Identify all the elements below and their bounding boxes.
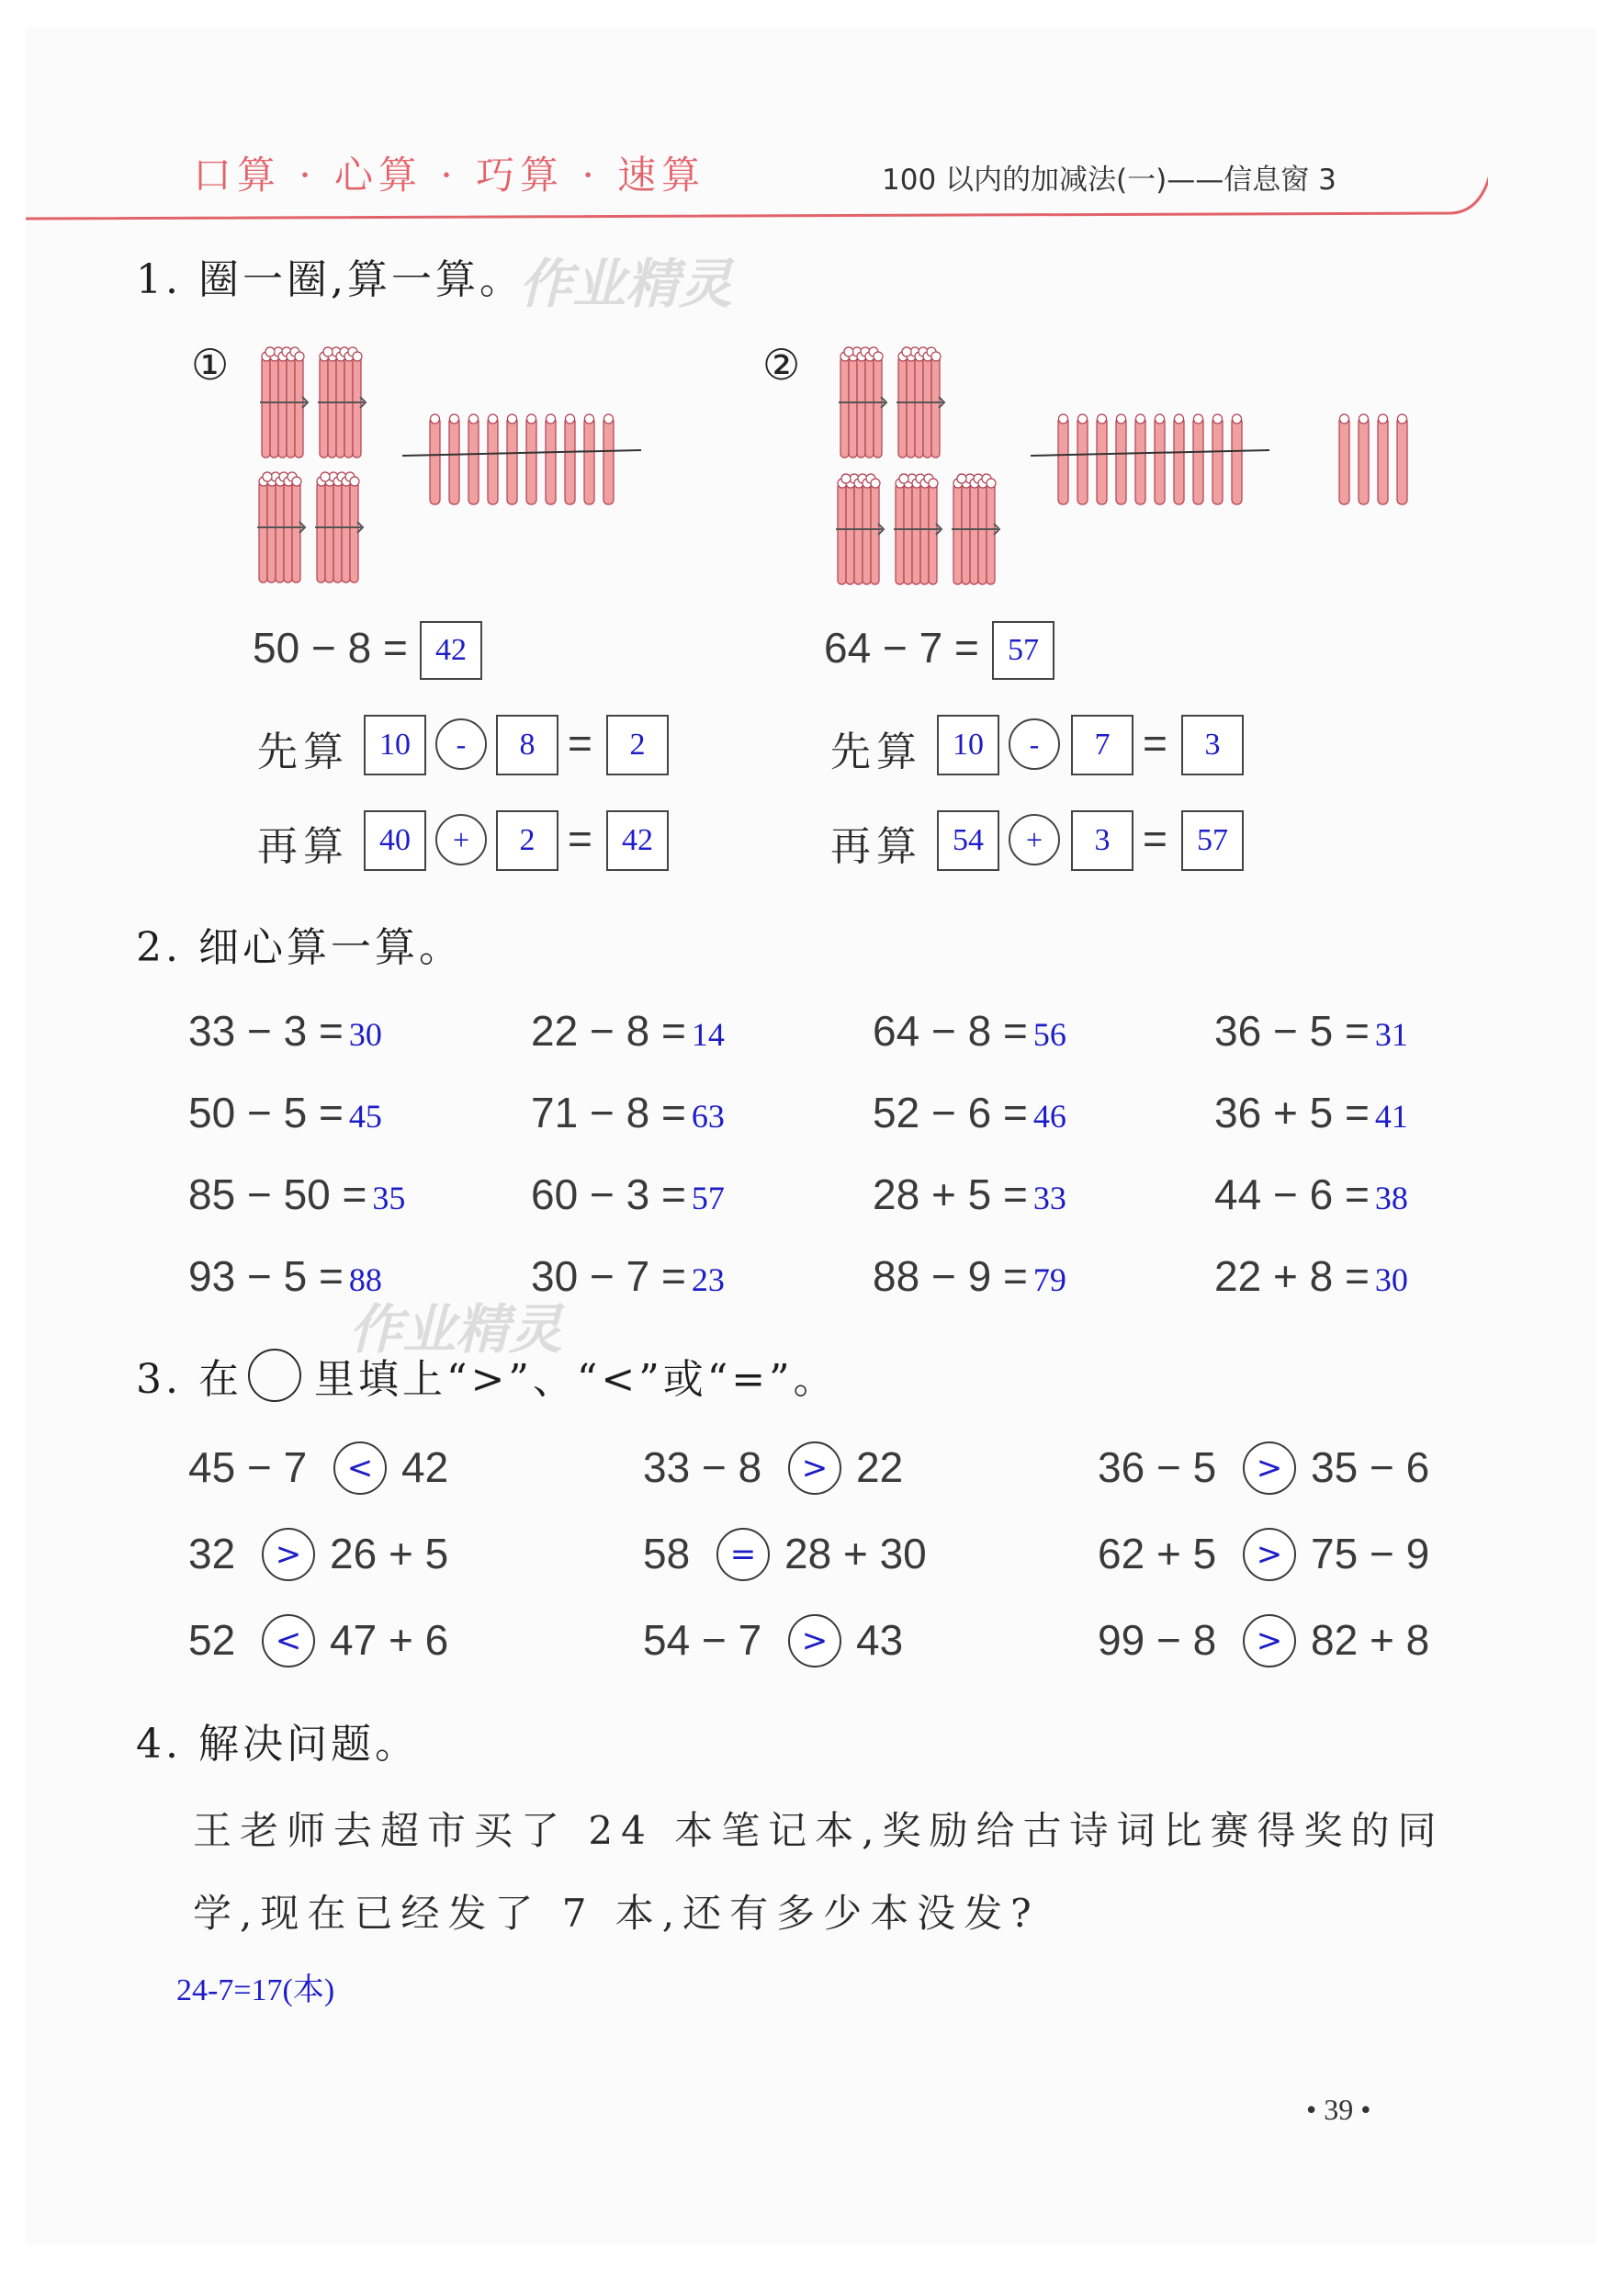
q3-left-expression: 54 − 7 — [643, 1616, 762, 1664]
q1-sticks-2 — [818, 340, 1442, 597]
q3-compare-circle: < — [333, 1441, 387, 1495]
q4-title: 4. 解决问题。 — [136, 1721, 419, 1768]
q1-p1-first-op: - — [435, 718, 487, 770]
q2-answer: 41 — [1374, 1098, 1408, 1135]
q2-item — [873, 1088, 1066, 1137]
q4-problem-line1: 王老师去超市买了 24 本笔记本,奖励给古诗词比赛得奖的同 — [193, 1808, 1445, 1853]
stick-bundle-icon — [257, 472, 305, 582]
q3-left-expression: 58 — [643, 1530, 691, 1577]
q2-answer: 46 — [1032, 1098, 1066, 1135]
q1-p2-then-a: 54 — [937, 810, 999, 871]
q2-answer: 35 — [372, 1180, 406, 1216]
q1-title: 1. 圈一圈,算一算。 — [136, 256, 524, 303]
q3-title-post: 里填上“>”、“<”或“=”。 — [314, 1356, 838, 1403]
q2-expression: 36 − 5 = — [1214, 1007, 1370, 1055]
q1-p2-then-label: 再算 — [830, 823, 922, 870]
equals-sign: = — [568, 719, 592, 767]
q2-title: 2. 细心算一算。 — [136, 924, 463, 971]
q3-compare-circle: > — [788, 1614, 841, 1667]
q2-item — [873, 1251, 1066, 1301]
q1-p1-then-a: 40 — [364, 810, 426, 871]
q3-right-expression: 75 − 9 — [1311, 1530, 1430, 1577]
q2-expression: 28 + 5 = — [873, 1170, 1028, 1218]
q1-p2-first-label: 先算 — [830, 729, 922, 775]
watermark: 作业精灵 — [349, 1298, 563, 1361]
q3-compare-circle: > — [262, 1528, 315, 1581]
q2-item — [188, 1170, 405, 1219]
q2-expression: 93 − 5 = — [188, 1252, 344, 1300]
q1-p2-first-b: 7 — [1071, 715, 1133, 775]
q2-answer: 56 — [1032, 1016, 1066, 1053]
q2-expression: 71 − 8 = — [531, 1089, 686, 1136]
q2-item — [188, 1251, 382, 1301]
q2-answer: 57 — [691, 1180, 725, 1216]
stick-row-icon — [1031, 414, 1269, 504]
q3-right-expression: 42 — [401, 1443, 449, 1491]
equals-sign: = — [1143, 719, 1167, 767]
q3-compare-circle: > — [1243, 1614, 1296, 1667]
q3-right-expression: 28 + 30 — [784, 1530, 927, 1577]
q2-answer: 79 — [1032, 1261, 1066, 1298]
q2-expression: 64 − 8 = — [873, 1007, 1028, 1055]
q3-compare-circle: > — [1243, 1528, 1296, 1581]
q1-p2-then-result: 57 — [1181, 810, 1244, 871]
q2-expression: 60 − 3 = — [531, 1170, 686, 1218]
q4-answer: 24-7=17(本) — [176, 1973, 335, 2007]
q2-expression: 22 + 8 = — [1214, 1252, 1370, 1300]
equals-sign: = — [568, 815, 592, 863]
stick-bundle-icon — [836, 474, 884, 584]
q3-compare-circle: > — [1243, 1441, 1296, 1495]
q2-item — [188, 1006, 382, 1056]
stick-bundle-icon — [315, 472, 363, 582]
q4-problem-line2: 学,现在已经发了 7 本,还有多少本没发? — [193, 1891, 1040, 1936]
q2-expression: 85 − 50 = — [188, 1170, 367, 1218]
watermark: 作业精灵 — [519, 253, 733, 315]
q2-answer: 23 — [691, 1261, 725, 1298]
q2-item — [1214, 1088, 1408, 1137]
q2-item — [873, 1170, 1066, 1219]
q1-p1-then-result: 42 — [606, 810, 669, 871]
q2-expression: 44 − 6 = — [1214, 1170, 1370, 1218]
q3-left-expression: 99 − 8 — [1098, 1616, 1217, 1664]
q3-left-expression: 45 − 7 — [188, 1443, 308, 1491]
q1-part1-marker: ① — [191, 340, 230, 390]
q2-answer: 30 — [348, 1016, 382, 1053]
q1-p2-first-a: 10 — [937, 715, 999, 775]
q3-left-expression: 36 − 5 — [1098, 1443, 1217, 1491]
q2-expression: 22 − 8 = — [531, 1007, 686, 1055]
q1-p2-first-result: 3 — [1181, 715, 1244, 775]
q3-left-expression: 33 − 8 — [643, 1443, 762, 1491]
q2-answer: 14 — [691, 1016, 725, 1053]
q2-expression: 52 − 6 = — [873, 1089, 1028, 1136]
q1-p2-answer-box: 57 — [992, 621, 1054, 680]
q1-p1-first-a: 10 — [364, 715, 426, 775]
q1-p1-then-b: 2 — [496, 810, 558, 871]
stick-bundle-icon — [839, 347, 886, 458]
q2-item — [531, 1088, 725, 1137]
q2-item — [531, 1170, 725, 1219]
q2-item — [873, 1006, 1066, 1056]
stick-bundle-icon — [318, 347, 366, 458]
q2-item — [531, 1251, 725, 1301]
q3-right-expression: 26 + 5 — [330, 1530, 449, 1577]
q3-right-expression: 43 — [856, 1616, 904, 1664]
q2-answer: 88 — [348, 1261, 382, 1298]
q1-p2-equation: 64 − 7 = — [824, 624, 979, 672]
q2-item — [1214, 1170, 1408, 1219]
q2-item — [1214, 1006, 1408, 1056]
q2-answer: 30 — [1374, 1261, 1408, 1298]
q1-p1-equation: 50 − 8 = — [253, 624, 408, 672]
q2-expression: 33 − 3 = — [188, 1007, 344, 1055]
q3-right-expression: 35 − 6 — [1311, 1443, 1430, 1491]
stick-bundle-icon — [952, 474, 999, 584]
q1-sticks-1 — [248, 340, 680, 597]
q1-p1-then-op: + — [435, 814, 487, 865]
stick-row-icon — [402, 414, 641, 504]
q1-p1-first-result: 2 — [606, 715, 669, 775]
stick-bundle-icon — [260, 347, 308, 458]
q1-p1-first-b: 8 — [496, 715, 558, 775]
equals-sign: = — [1143, 815, 1167, 863]
q3-left-expression: 32 — [188, 1530, 236, 1577]
q1-p1-first-label: 先算 — [257, 729, 349, 775]
q3-compare-circle: < — [262, 1614, 315, 1667]
q1-p1-answer-box: 42 — [420, 621, 482, 680]
q3-right-expression: 22 — [856, 1443, 904, 1491]
q2-answer: 45 — [348, 1098, 382, 1135]
q3-right-expression: 82 + 8 — [1311, 1616, 1430, 1664]
q3-right-expression: 47 + 6 — [330, 1616, 449, 1664]
empty-circle-icon — [248, 1349, 301, 1402]
page-number: • 39 • — [1306, 2093, 1371, 2126]
q3-compare-circle: = — [716, 1528, 770, 1581]
q1-p2-then-op: + — [1009, 814, 1060, 865]
q2-answer: 63 — [691, 1098, 725, 1135]
q2-expression: 36 + 5 = — [1214, 1089, 1370, 1136]
q2-expression: 88 − 9 = — [873, 1252, 1028, 1300]
q2-item — [1214, 1251, 1408, 1301]
header-underline — [18, 147, 1488, 230]
q3-left-expression: 52 — [188, 1616, 236, 1664]
q1-p1-then-label: 再算 — [257, 823, 349, 870]
stick-bundle-icon — [897, 347, 944, 458]
q2-expression: 50 − 5 = — [188, 1089, 344, 1136]
header-right: 100 以内的加减法(一)——信息窗 3 — [882, 164, 1336, 197]
q2-answer: 38 — [1374, 1180, 1408, 1216]
q2-item — [531, 1006, 725, 1056]
header-left: 口算 · 心算 · 巧算 · 速算 — [193, 153, 706, 198]
q2-answer: 31 — [1374, 1016, 1408, 1053]
q3-title-pre: 3. 在 — [136, 1356, 242, 1403]
stick-bundle-icon — [894, 474, 942, 584]
q3-compare-circle: > — [788, 1441, 841, 1495]
q2-item — [188, 1088, 382, 1137]
q2-expression: 30 − 7 = — [531, 1252, 686, 1300]
q1-p2-then-b: 3 — [1071, 810, 1133, 871]
q1-p2-first-op: - — [1009, 718, 1060, 770]
q3-left-expression: 62 + 5 — [1098, 1530, 1217, 1577]
q2-answer: 33 — [1032, 1180, 1066, 1216]
loose-sticks-icon — [1339, 414, 1407, 504]
q1-part2-marker: ② — [762, 340, 801, 390]
